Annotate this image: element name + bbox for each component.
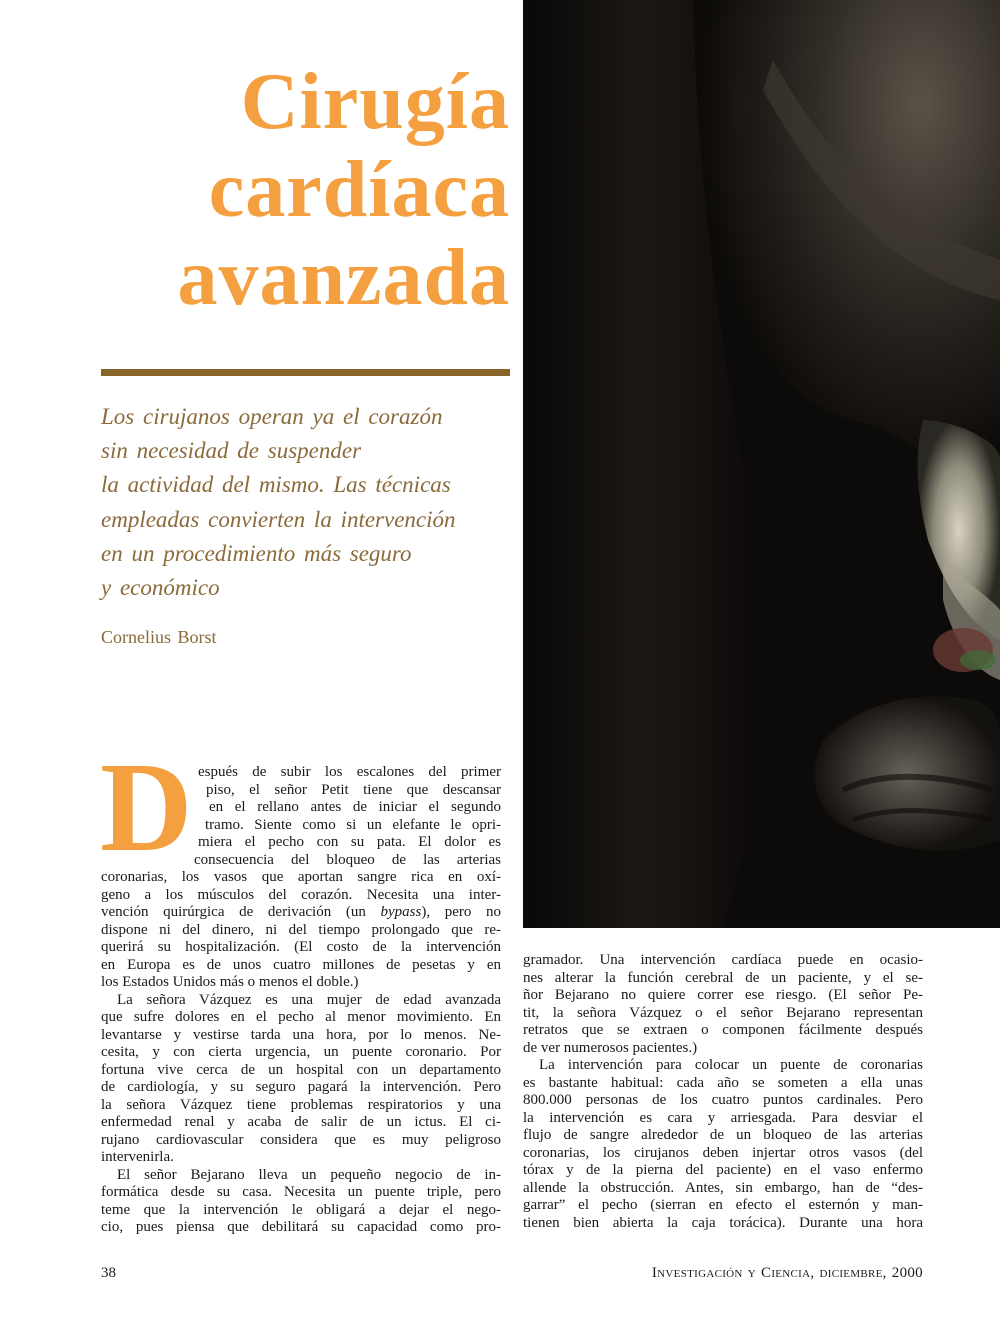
text-line: allende la obstrucción. Antes, sin embargo, han de “des- (523, 1179, 923, 1196)
text-line: es bastante habitual: cada año se someten a ella unas (523, 1074, 923, 1091)
surgery-photo (523, 0, 1000, 928)
text-line: vención quirúrgica de derivación (un bypass), pero no (101, 904, 501, 920)
text-line: tit, la señora Vázquez o el señor Bejarano representan (523, 1004, 923, 1021)
title-line: cardíaca (208, 146, 510, 234)
text-line: gramador. Una intervención cardíaca puede en ocasio- (523, 952, 923, 968)
text-line: la señora Vázquez tiene problemas respiratorios y una (101, 1096, 501, 1113)
text-line: flujo de sangre alrededor de un bloqueo de las arterias (523, 1127, 923, 1143)
lede-line: y económico (101, 575, 220, 601)
text-line: que sufre dolores en el pecho al menor movimiento. En (101, 1009, 501, 1025)
text-line: garrar” el pecho (sierran en efecto el esternón y man- (523, 1197, 923, 1213)
text-line: cesita, y con cierta urgencia, un puente coronario. Por (101, 1044, 501, 1060)
text-line: rujano cardiovascular considera que es muy peligroso (101, 1131, 501, 1148)
text-line: consecuencia del bloqueo de las arterias (194, 851, 501, 868)
text-line: nes alterar la función cerebral de un paciente, y el se- (523, 969, 923, 986)
text-line: en Europa es de unos cuatro millones de pesetas y en (101, 956, 501, 973)
lede-line: en un procedimiento más seguro (101, 540, 412, 566)
text-line: de cardiología, y su seguro pagará la intervención. Pero (101, 1079, 501, 1095)
text-line: dispone ni del dinero, ni del tiempo prolongado que re- (101, 921, 501, 938)
drop-cap: D (100, 736, 193, 878)
text-line: de ver numerosos pacientes.) (523, 1039, 698, 1056)
text-line: 800.000 personas de los cuatro puntos cardinales. Pero (523, 1092, 923, 1108)
article-lede (101, 400, 521, 605)
text-line: en el rellano antes de iniciar el segundo (209, 799, 501, 815)
title-rule (101, 369, 510, 376)
text-line: tórax y de la pierna del paciente) en el vaso enfermo (523, 1162, 923, 1178)
author-byline: Cornelius Borst (101, 627, 217, 647)
text-line: retratos que se extraen o componen fácilmente después (523, 1022, 923, 1038)
text-line: piso, el señor Petit tiene que descansar (206, 781, 501, 798)
lede-line: sin necesidad de suspender (101, 438, 362, 464)
text-line: formática desde su casa. Necesita un puente triple, pero (101, 1184, 501, 1200)
article-title (100, 58, 510, 322)
text-line: La señora Vázquez es una mujer de edad avanzada (117, 991, 501, 1008)
text-line: coronarias, los cirujanos deben injertar otros vasos (del (523, 1144, 923, 1161)
title-line: Cirugía (240, 58, 510, 146)
text-line: La intervención para colocar un puente de coronarias (539, 1057, 923, 1073)
text-line: tramo. Siente como si un elefante le opri- (205, 816, 501, 833)
text-line: intervenirla. (101, 1149, 174, 1165)
lede-line: Los cirujanos operan ya el corazón (101, 404, 443, 429)
text-line: la intervención es cara y arriesgada. Para desviar el (523, 1109, 923, 1126)
body-column-2 (523, 952, 923, 1232)
text-line: geno a los músculos del corazón. Necesita una inter- (101, 886, 501, 903)
text-line: querirá su hospitalización. (El costo de la intervención (101, 939, 501, 955)
text-line: los Estados Unidos más o menos el doble.) (101, 974, 359, 990)
publication-footer: Investigación y Ciencia, diciembre, 2000 (651, 1265, 923, 1281)
lede-line: empleadas convierten la intervención (101, 506, 456, 532)
text-line: enfermedad renal y acaba de salir de un ictus. El ci- (101, 1114, 501, 1130)
text-line: tienen bien abierta la caja torácica). Durante una hora (523, 1214, 923, 1231)
page-number: 38 (101, 1265, 116, 1281)
text-line: cio, pues piensa que debilitará su capacidad como pro- (101, 1219, 501, 1235)
title-line: avanzada (177, 234, 510, 322)
text-line: teme que la intervención le obligará a dejar el nego- (101, 1201, 501, 1218)
text-line: levantarse y vestirse tarda una hora, por lo menos. Ne- (101, 1026, 501, 1043)
text-line: fortuna vive cerca de un hospital con un departamento (101, 1061, 501, 1078)
body-column-1 (101, 764, 501, 1237)
text-line: coronarias, los vasos que aportan sangre rica en oxí- (101, 869, 501, 885)
lede-line: la actividad del mismo. Las técnicas (101, 472, 451, 498)
text-line: El señor Bejarano lleva un pequeño negocio de in- (117, 1166, 501, 1183)
text-line: espués de subir los escalones del primer (198, 764, 501, 780)
text-line: miera el pecho con su pata. El dolor es (198, 834, 501, 850)
text-line: ñor Bejarano no quiere correr ese riesgo. (El señor Pe- (523, 987, 923, 1003)
